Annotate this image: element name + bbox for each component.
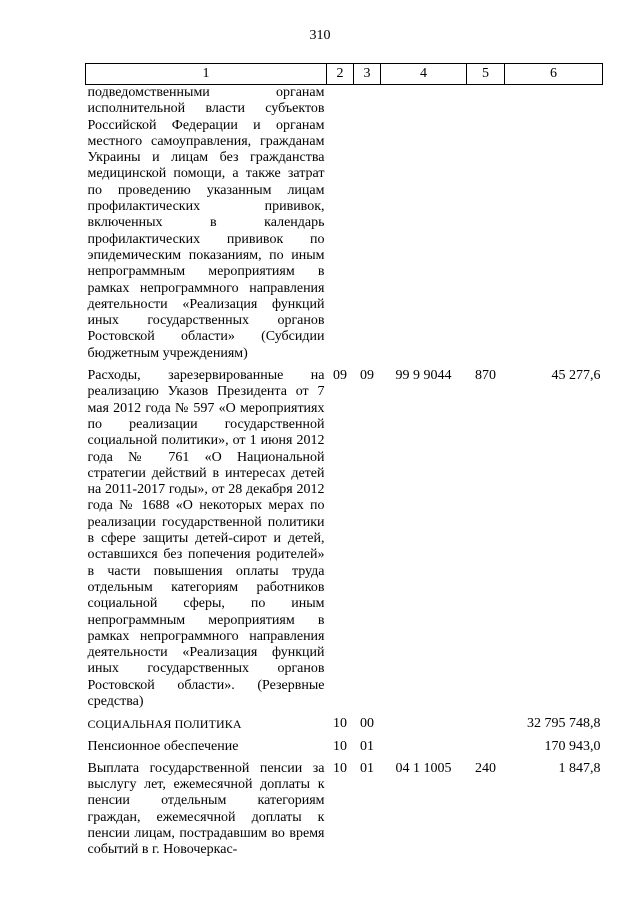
header-col-1: 1	[86, 64, 327, 85]
table-row	[86, 716, 603, 732]
row-target-article	[381, 739, 467, 755]
row-target-article	[381, 716, 467, 732]
row-subsection	[354, 85, 381, 363]
row-section: 10	[333, 716, 347, 732]
row-amount	[505, 85, 603, 363]
table-row	[86, 85, 603, 363]
row-name: Расходы, зарезервированные на реализацию Указов Президента от 7 мая 2012 года № 597 «О мероприятиях по реализации государственной социальной политики», от 1 июня 2012 года № 761 «О Национальной стратегии действий в интересах детей на 2011-2017 годы», от 28 декабря 2012 года № 1688 «О некоторых мерах по реализации государственной политики в сфере защиты детей-сирот и детей, оставшихся без попечения родителей» в части повышения оплаты труда отдельным категориям работников социальной сферы, по иным непрограммным мероприятиям в рамках непрограммного направления деятельности «Реализация функций иных государственных органов Ростовской области». (Резервные средства)	[87, 368, 325, 709]
row-amount: 32 795 748,8	[527, 716, 601, 732]
table-row	[86, 761, 603, 859]
row-section	[327, 85, 354, 363]
header-col-3: 3	[354, 64, 381, 85]
header-col-4: 4	[381, 64, 467, 85]
table-row	[86, 739, 603, 755]
row-name: Пенсионное обеспечение	[87, 738, 239, 754]
page-number: 310	[309, 28, 331, 43]
row-expense-type: 870	[475, 368, 496, 384]
row-subsection: 01	[360, 738, 374, 754]
header-col-2: 2	[327, 64, 354, 85]
row-target-article: 99 9 9044	[395, 368, 452, 384]
row-expense-type	[467, 85, 505, 363]
row-amount: 170 943,0	[544, 738, 601, 754]
row-amount: 1 847,8	[558, 760, 601, 776]
table-row	[86, 368, 603, 710]
budget-table	[85, 63, 603, 859]
row-section: 09	[333, 368, 347, 384]
table-header-row	[86, 64, 603, 85]
header-col-5: 5	[467, 64, 505, 85]
row-expense-type: 240	[475, 760, 496, 776]
row-expense-type	[467, 739, 505, 755]
row-target-article: 04 1 1005	[395, 760, 452, 776]
header-col-6: 6	[505, 64, 603, 85]
row-section: 10	[333, 738, 347, 754]
row-subsection: 01	[360, 760, 374, 776]
row-expense-type	[467, 716, 505, 732]
row-target-article	[381, 85, 467, 363]
row-amount: 45 277,6	[551, 368, 601, 384]
row-subsection: 00	[360, 716, 374, 732]
row-name: СОЦИАЛЬНАЯ ПОЛИТИКА	[87, 717, 242, 732]
row-name: подведомственными органам исполнительной власти субъектов Российской Федерации и органам местного самоуправления, гражданам Украины и лицам без гражданства медицинской помощи, а также затрат по проведению указанным лицам профилактических прививок, включенных в календарь профилактических прививок по эпидемическим показаниям, по иным непрограммным мероприятиям в рамках непрограммного направления деятельности «Реализация функций иных государственных органов Ростовской области» (Субсидии бюджетным учреждениям)	[87, 85, 325, 361]
row-name: Выплата государственной пенсии за выслугу лет, ежемесячной доплаты к пенсии отдельным категориям граждан, ежемесячной доплаты к пенсии лицам, пострадавшим во время событий в г. Новочеркас-	[87, 760, 325, 858]
row-subsection: 09	[360, 368, 374, 384]
row-section: 10	[333, 760, 347, 776]
